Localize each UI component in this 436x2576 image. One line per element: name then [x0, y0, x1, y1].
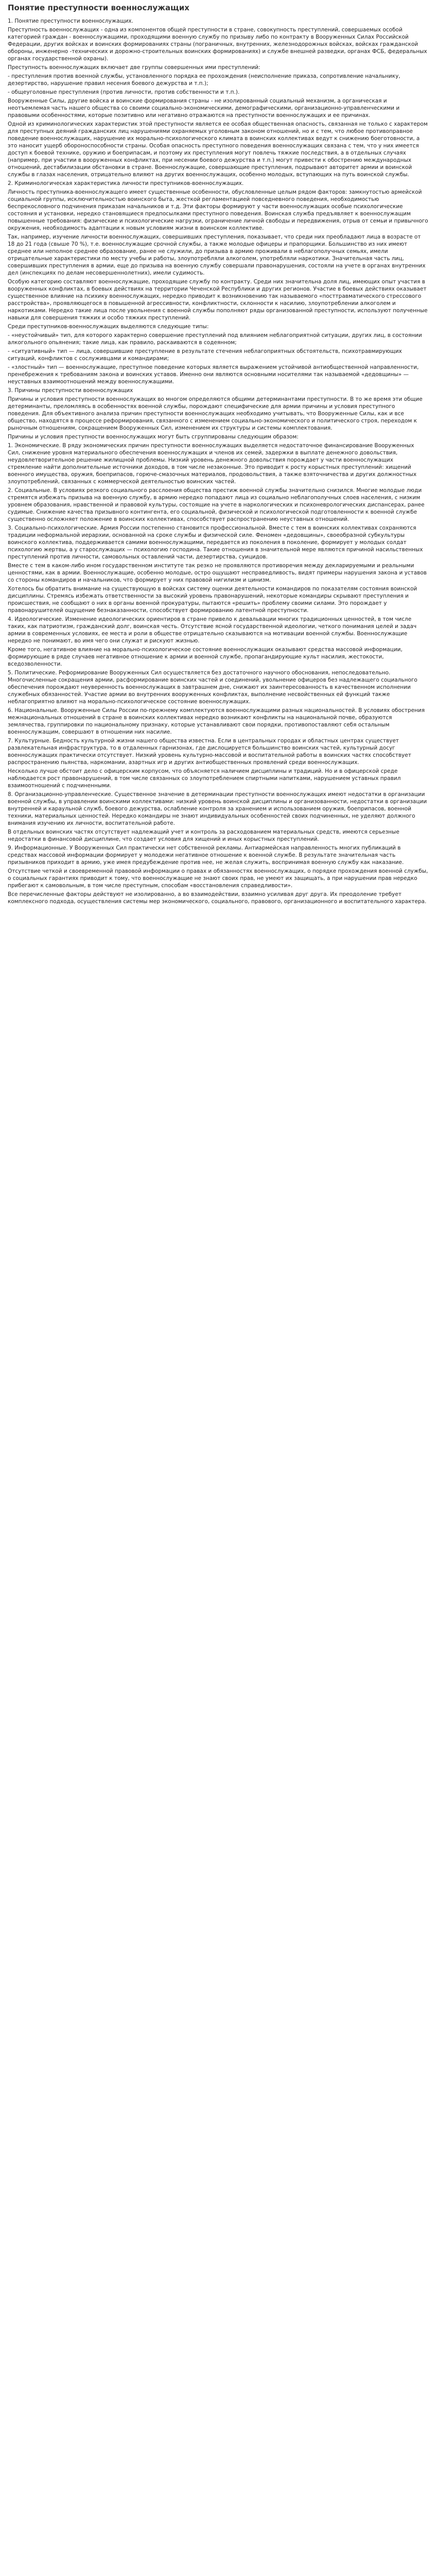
paragraph: Причины и условия преступности военнослужащих могут быть сгруппированы следующим образом:	[8, 434, 299, 440]
paragraph: 3. Причины преступности военнослужащих	[8, 387, 133, 394]
paragraph: Преступность военнослужащих включает две группы совершенных ими преступлений:	[8, 64, 260, 71]
document-page	[0, 0, 436, 912]
paragraph: 4. Идеологические. Изменение идеологических ориентиров в стране привело к девальвации многих традиционных ценностей, в том числе таких, как патриотизм, гражданский долг, воинская честь. Отсутствие ясной государственной идеологии, четкого понимания целей и задач армии в современных условиях, ее места и роли в обществе отрицательно сказываются на мотивации военной службы. Военнослужащие нередко не понимают, во имя чего они служат и рискуют жизнью.	[8, 616, 418, 644]
paragraph: - «злостный» тип — военнослужащие, преступное поведение которых является выражением устойчивой антиобщественной направленности, пренебрежения к требованиям закона и воинских уставов. Именно они являются основными носителями так называемой «дедовщины» — неуставных взаимоотношений между военнослужащими.	[8, 364, 421, 385]
paragraph: 2. Криминологическая характеристика личности преступников-военнослужащих.	[8, 180, 244, 187]
paragraph: Особую категорию составляют военнослужащие, проходящие службу по контракту. Среди них значительна доля лиц, имеющих опыт участия в вооруженных конфликтах, в боевых действиях на территории Чеченской Республики и других регионов. Участие в боевых действиях оказывает существенное влияние на психику военнослужащих, нередко приводит к возникновению так называемого «посттравматического стрессового расстройства», проявляющегося в повышенной агрессивности, конфликтности, склонности к насилию, злоупотреблении алкоголем и наркотиками. Нередко такие лица после увольнения с военной службы пополняют ряды организованной преступности, используют полученные навыки для совершения тяжких и особо тяжких преступлений.	[8, 279, 429, 321]
paragraph: Причины и условия преступности военнослужащих во многом определяются общими детерминантами преступности. В то же время эти общие детерминанты, преломляясь в особенностях военной службы, порождают специфические для армии причины и условия преступного поведения. Для объективного анализа причин преступности военнослужащих необходимо учитывать, что Вооруженные Силы, как и все общество, находятся в процессе реформирования, связанного с изменением социально-экономического и политического строя, переходом к рыночным отношениям, сокращением Вооруженных Сил, изменением их структуры и системы комплектования.	[8, 396, 424, 431]
paragraph: - «неустойчивый» тип, для которого характерно совершение преступлений под влиянием неблагоприятной ситуации, других лиц, в состоянии алкогольного опьянения; такие лица, как правило, раскаиваются в содеянном;	[8, 332, 424, 346]
paragraph: Все перечисленные факторы действуют не изолированно, а во взаимодействии, взаимно усиливая друг друга. Их преодоление требует комплексного подхода, осуществления системы мер экономического, социального, правового, организационного и воспитательного характера.	[8, 891, 427, 905]
paragraph: Личность преступника-военнослужащего имеет существенные особенности, обусловленные целым рядом факторов: замкнутостью армейской социальной группы, исключительностью воинского быта, жесткой регламентацией повседневного поведения, необходимостью беспрекословного подчинения приказам начальников и т.д. Эти факторы формируют у части военнослужащих особые психологические состояния и установки, нередко становящиеся предпосылками преступного поведения. Воинская служба предъявляет к военнослужащим повышенные требования: физические и психологические нагрузки, ограничение личной свободы и передвижения, отрыв от семьи и привычного окружения, необходимость адаптации к новым условиям жизни в воинском коллективе.	[8, 189, 430, 231]
paragraph: Отсутствие четкой и своевременной правовой информации о правах и обязанностях военнослужащих, о порядке прохождения военной службы, о социальных гарантиях приводит к тому, что военнослужащие не знают своих прав, не умеют их защищать, а при нарушении прав нередко прибегают к самовольным, в том числе преступным, способам «восстановления справедливости».	[8, 868, 430, 889]
paragraph: Кроме того, негативное влияние на морально-психологическое состояние военнослужащих оказывают средства массовой информации, формирующие в ряде случаев негативное отношение к армии и военной службе, пропагандирующие культ насилия, жестокости, вседозволенности.	[8, 647, 405, 667]
paragraph: Вместе с тем в каком-либо ином государственном институте так резко не проявляются противоречия между декларируемыми и реальными ценностями, как в армии. Военнослужащие, особенно молодые, остро ощущают несправедливость, видят примеры нарушения закона и уставов со стороны командиров и начальников, что формирует у них правовой нигилизм и цинизм.	[8, 563, 429, 583]
paragraph: Так, например, изучение личности военнослужащих, совершивших преступления, показывает, что среди них преобладают лица в возрасте от 18 до 21 года (свыше 70 %), т.е. военнослужащие срочной службы, а также молодые офицеры и прапорщики. Большинство из них имеют среднее или неполное среднее образование, ранее не служили, до призыва в армию проживали в неблагополучных семьях, имели отрицательные характеристики по месту учебы и работы, злоупотребляли алкоголем, употребляли наркотики. Значительная часть лиц, совершивших преступления в армии, еще до призыва на военную службу совершали правонарушения, состояли на учете в органах внутренних дел (инспекциях по делам несовершеннолетних), имели судимость.	[8, 234, 427, 276]
paragraph: - «ситуативный» тип — лица, совершившие преступление в результате стечения неблагоприятных обстоятельств, психотравмирующих ситуаций, конфликтов с сослуживцами и командирами;	[8, 348, 404, 362]
paragraph: В отдельных воинских частях отсутствует надлежащий учет и контроль за расходованием материальных средств, имеются серьезные недостатки в финансовой дисциплине, что создает условия для хищений и иных корыстных преступлений.	[8, 829, 402, 842]
document-title: Понятие преступности военнослужащих	[8, 3, 189, 12]
paragraph: 7. Культурные. Бедность культурной жизни нашего общества известна. Если в центральных городах и областных центрах существует развлекательная инфраструктура, то в отдаленных гарнизонах, где дислоцируется большинство воинских частей, культурный досуг военнослужащих практически отсутствует. Низкий уровень культурно-массовой и воспитательной работы в воинских частях способствует распространению пьянства, наркомании, азартных игр и других антиобщественных проявлений среди военнослужащих.	[8, 738, 413, 766]
paragraph: Среди преступников-военнослужащих выделяются следующие типы:	[8, 324, 209, 330]
paragraph: 2. Социальные. В условиях резкого социального расслоения общества престиж военной службы значительно снизился. Многие молодые люди стремятся избежать призыва на военную службу, в армию нередко попадают лица из социально неблагополучных слоев населения, с низким уровнем образования, нравственной и правовой культуры, состоящие на учете в наркологических и психоневрологических диспансерах, ранее судимые. Снижение качества призывного контингента, его социальной, физической и психологической подготовленности к военной службе существенно осложняет положение в воинских коллективах, способствует распространению неуставных отношений.	[8, 487, 426, 522]
paragraph: Одной из криминологических характеристик этой преступности является ее особая общественная опасность, связанная не только с характером для преступных деяний гражданских лиц нарушениями охраняемых уголовным законом отношений, но и с тем, что любое противоправное поведение военнослужащих, нарушение их морально-психологического климата в воинских коллективах ведут к снижению боеготовности, а это наносит ущерб обороноспособности страны. Особая опасность преступного поведения военнослужащих связана с тем, что у них имеется доступ к боевой технике, оружию и боеприпасам, и поэтому их преступления могут повлечь тяжкие последствия, а в отдельных случаях (например, при участии в вооруженных конфликтах, при несении боевого дежурства и т.п.) могут привести к обострению международных отношений, дестабилизации обстановки в стране. Военнослужащие, совершающие преступления, подрывают авторитет армии и воинской службы в глазах населения, отрицательно влияют на других военнослужащих, особенно молодых, вступающих на путь воинской службы.	[8, 121, 430, 178]
paragraph: Вооруженные Силы, другие войска и воинские формирования страны - не изолированный социальный механизм, а органическая и неотъемлемая часть нашего общества со своими социально-экономическими, демографическими, организационно-управленческими и правовыми особенностями, которые позитивно или негативно отражаются на преступности военнослужащих и ее причинах.	[8, 98, 402, 118]
paragraph: 6. Национальные. Вооруженные Силы России по-прежнему комплектуются военнослужащими разных национальностей. В условиях обострения межнациональных отношений в стране в воинских коллективах нередко возникают конфликты на национальной почве, образуются землячества, группировки по национальному признаку, которые устанавливают свои порядки, противопоставляют себя остальным военнослужащим, совершают в отношении них насилие.	[8, 707, 427, 735]
paragraph: 8. Организационно-управленческие. Существенное значение в детерминации преступности военнослужащих имеют недостатки в организации военной службы, в управлении воинскими коллективами: низкий уровень воинской дисциплины и организованности, недостатки в организации внутренней и караульной служб, боевого дежурства, ослабление контроля за хранением и использованием оружия, боеприпасов, военной техники, материальных ценностей. Нередко командиры не знают индивидуальных особенностей своих подчиненных, не уделяют должного внимания изучению их личности, воспитательной работе.	[8, 791, 429, 826]
paragraph: 9. Информационные. У Вооруженных Сил практически нет собственной рекламы. Антиармейская направленность многих публикаций в средствах массовой информации формирует у молодежи негативное отношение к военной службе. В результате значительная часть призывников приходит в армию, уже имея предубеждение против нее, не желая служить, воспринимая военную службу как наказание.	[8, 845, 404, 866]
paragraph: Несколько лучше обстоит дело с офицерским корпусом, что объясняется наличием дисциплины и традиций. Но и в офицерской среде наблюдается рост правонарушений, в том числе связанных со злоупотреблением спиртными напитками, нарушением уставных правил взаимоотношений с подчиненными.	[8, 768, 403, 789]
document-body	[8, 18, 428, 905]
paragraph: - общеуголовные преступления (против личности, против собственности и т.п.).	[8, 89, 240, 95]
paragraph: 1. Экономические. В ряду экономических причин преступности военнослужащих выделяется недостаточное финансирование Вооруженных Сил, снижение уровня материального обеспечения военнослужащих и членов их семей, задержки в выплате денежного довольствия, неудовлетворительное решение жилищной проблемы. Низкий уровень денежного довольствия порождает у части военнослужащих стремление найти дополнительные источники доходов, в том числе незаконные. Это приводит к росту корыстных преступлений: хищений военного имущества, оружия, боеприпасов, горюче-смазочных материалов, продовольствия, а также взяточничества и других должностных злоупотреблений, связанных с коммерческой деятельностью воинских частей.	[8, 443, 418, 485]
paragraph: - преступления против военной службы, установленного порядка ее прохождения (неисполнение приказа, сопротивление начальнику, дезертирство, нарушение правил несения боевого дежурства и т.п.);	[8, 73, 402, 87]
paragraph: 3. Социально-психологические. Армия России постепенно становится профессиональной. Вместе с тем в воинских коллективах сохраняются традиции неформальной иерархии, основанной на сроке службы и физической силе. Феномен «дедовщины», своеобразной субкультуры воинского коллектива, поддерживается самими военнослужащими, передается из поколения в поколение, формирует у молодых солдат психологию жертвы, а у старослужащих — психологию господина. Такие отношения в значительной мере являются причиной насильственных преступлений против личности, самовольных оставлений части, дезертирства, суицидов.	[8, 525, 425, 560]
paragraph: 1. Понятие преступности военнослужащих.	[8, 18, 133, 24]
paragraph: Хотелось бы обратить внимание на существующую в войсках систему оценки деятельности командиров по показателям состояния воинской дисциплины. Стремясь избежать ответственности за высокий уровень правонарушений, некоторые командиры скрывают преступления и происшествия, не сообщают о них в органы военной прокуратуры, пытаются «решить» проблему своими силами. Это порождает у правонарушителей ощущение безнаказанности, способствует формированию латентной преступности.	[8, 586, 419, 614]
paragraph: 5. Политические. Реформирование Вооруженных Сил осуществляется без достаточного научного обоснования, непоследовательно. Многочисленные сокращения армии, расформирование воинских частей и соединений, увольнение офицеров без надлежащего социального обеспечения порождают неуверенность военнослужащих в завтрашнем дне, снижают их заинтересованность в качественном исполнении служебных обязанностей. Участие армии во внутренних вооруженных конфликтах, выполнение несвойственных ей функций также неблагоприятно влияют на морально-психологическое состояние военнослужащих.	[8, 670, 420, 705]
paragraph: Преступность военнослужащих - одна из компонентов общей преступности в стране, совокупность преступлений, совершаемых особой категорией граждан - военнослужащими, проходящими военную службу по призыву либо по контракту в Вооруженных Силах Российской Федерации, других войсках и воинских формированиях страны (пограничных, внутренних, железнодорожных войсках, войсках гражданской обороны, инженерно -технических и дорожно-строительных воинских формированиях) и службе внешней разведки, органах ФСБ, федеральных органах государственной охраны).	[8, 27, 429, 62]
